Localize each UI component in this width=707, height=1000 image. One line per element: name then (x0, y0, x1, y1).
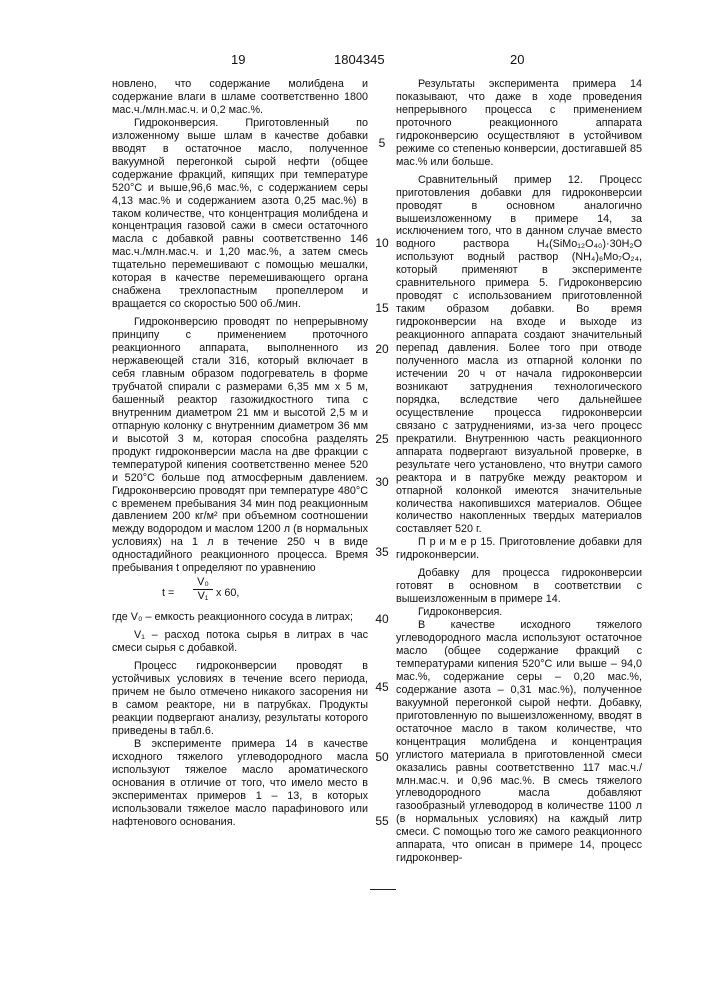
line-number-15: 15 (370, 301, 394, 315)
right-paragraph-6: В качестве исходного тяжелого углеводородного масла используют остаточное масло (общее содержание фракций с температурами кипения 520°С или выше – 94,0 мас.%, содержание серы – 0,20 мас.%, содержание азота – 0,31 мас.%), полученное вакуумной перегонкой сырой нефти. Добавку, приготовленную по вышеизложенному, вводят в остаточное масло в таком количестве, что концентрация молибдена и концентрация углистого материала в приготовленной смеси оказались равны соответственно 117 мас.ч./млн.мас.ч. и 0,96 мас.%. В смесь тяжелого углеводородного масла добавляют газообразный углеводород в количестве 1100 л (в нормальных условиях) на каждый литр смеси. С помощью того же самого реакционного аппарата, что описан в примере 14, процесс гидроконвер- (396, 619, 642, 865)
left-paragraph-3: Гидроконверсию проводят по непрерывному принципу с применением проточного реакционного аппарата, выполненного из нержавеющей стали 316, который включает в себя главным образом подогреватель в форме трубчатой спирали с размерами 6,35 мм х 5 м, башенный реактор газожидкостного типа с внутренним диаметром 21 мм и высотой 2,5 м и отпарную колонку с внутренним диаметром 36 мм и высотой 3 м, которая способна разделять продукт гидроконверсии масла на две фракции с температурой кипения соответственно менее 520 и 520°С больше под атмосферным давлением. Гидроконверсию проводят при температуре 480°С с временем пребывания 34 мин под реакционным давлением 200 кг/м² при объемном соотношении между водородом и маслом 1200 л (в нормальных условиях) на 1 л в течение 250 ч в виде одностадийного реакционного процесса. Время пребывания t определяют по уравнению (112, 316, 368, 575)
left-paragraph-7: В эксперименте примера 14 в качестве исходного тяжелого углеводородного масла используют тяжелое масло ароматического основания в отличие от того, что имело место в экспериментах примеров 1 – 13, в которых использовали тяжелое масло парафинового или нафтенового основания. (112, 738, 368, 829)
line-number-20: 20 (370, 342, 394, 356)
formula-numerator: V₀ (193, 576, 213, 590)
right-paragraph-2: Сравнительный пример 12. Процесс приготовления добавки для гидроконверсии проводят в основном аналогично вышеизложенному в примере 14, за исключением того, что в данном случае вместо водного раствора H₄(SiMo₁₂O₄₀)·30H₂O используют водный раствор (NH₄)₆Mo₇O₂₄, который применяют в эксперименте сравнительного примера 5. Гидроконверсию проводят с использованием приготовленной таким образом добавки. Во время гидроконверсии на входе и выходе из реакционного аппарата создают значительный перепад давления. Более того при отводе полученного масла из отпарной колонки по истечении 20 ч от начала гидроконверсии возникают затруднения технологического порядка, вследствие чего дальнейшее осуществление процесса гидроконверсии связано с затруднениями, из-за чего процесс прекратили. Внутреннюю часть реакционного аппарата подвергают визуальной проверке, в результате чего установлено, что внутри самого реактора и в патрубке между реактором и отпарной колонкой имеются значительные количества накопившихся материалов. Общее количество накопленных твердых материалов составляет 520 г. (396, 174, 642, 537)
formula-rhs: x 60, (216, 587, 239, 600)
line-number-10: 10 (370, 236, 394, 250)
left-paragraph-5: V₁ – расход потока сырья в литрах в час смеси сырья с добавкой. (112, 629, 368, 655)
page-number-left: 19 (231, 52, 245, 67)
page-number-right: 20 (510, 52, 524, 67)
line-number-45: 45 (370, 680, 394, 694)
right-column (396, 78, 642, 865)
line-number-30: 30 (370, 475, 394, 489)
line-number-50: 50 (370, 750, 394, 764)
column-end-rule (370, 889, 396, 890)
left-paragraph-1: новлено, что содержание молибдена и содержание влаги в шламе соответственно 1800 мас.ч./млн.мас.ч. и 0,2 мас.%. (112, 78, 368, 117)
line-number-40: 40 (370, 612, 394, 626)
formula-lhs: t = (162, 587, 174, 600)
right-paragraph-3: П р и м е р 15. Приготовление добавки для гидроконверсии. (396, 536, 642, 562)
left-paragraph-4: где V₀ – емкость реакционного сосуда в литрах; (112, 611, 368, 624)
right-paragraph-1: Результаты эксперимента примера 14 показывают, что даже в ходе проведения непрерывного процесса с применением проточного реакционного аппарата гидроконверсию осуществляют в устойчивом режиме со степенью конверсии, достигавшей 85 мас.% или больше. (396, 78, 642, 169)
right-paragraph-4: Добавку для процесса гидроконверсии готовят в основном в соответствии с вышеизложенным в примере 14. (396, 567, 642, 606)
line-number-5: 5 (370, 136, 394, 150)
left-column (112, 78, 368, 828)
line-number-55: 55 (370, 814, 394, 828)
residence-time-formula (112, 575, 368, 611)
left-paragraph-6: Процесс гидроконверсии проводят в устойчивых условиях в течение всего периода, причем не было отмечено никакого засорения ни в самом реакторе, ни в патрубках. Продукты реакции подвергают анализу, результаты которого приведены в табл.6. (112, 660, 368, 738)
patent-number: 1804345 (334, 52, 385, 67)
formula-fraction (193, 576, 213, 603)
formula-denominator: V₁ (193, 590, 213, 603)
right-paragraph-5: Гидроконверсия. (396, 606, 642, 619)
line-number-35: 35 (370, 545, 394, 559)
left-paragraph-2: Гидроконверсия. Приготовленный по изложенному выше шлам в качестве добавки вводят в остаточное масло, полученное вакуумной перегонкой сырой нефти (общее содержание фракций, кипящих при температуре 520°С и выше,96,6 мас.%, с содержанием серы 4,13 мас.% и содержанием азота 0,25 мас.%) в таком количестве, что концентрация молибдена и концентрация газовой сажи в смеси остаточного масла с добавкой равны соответственно 146 мас.ч./млн.мас.ч. и 1,20 мас.%, а затем смесь тщательно перемешивают с помощью мешалки, которая в качестве перемешивающего органа снабжена трехлопастным пропеллером и вращается со скоростью 500 об./мин. (112, 117, 368, 311)
line-number-25: 25 (370, 432, 394, 446)
